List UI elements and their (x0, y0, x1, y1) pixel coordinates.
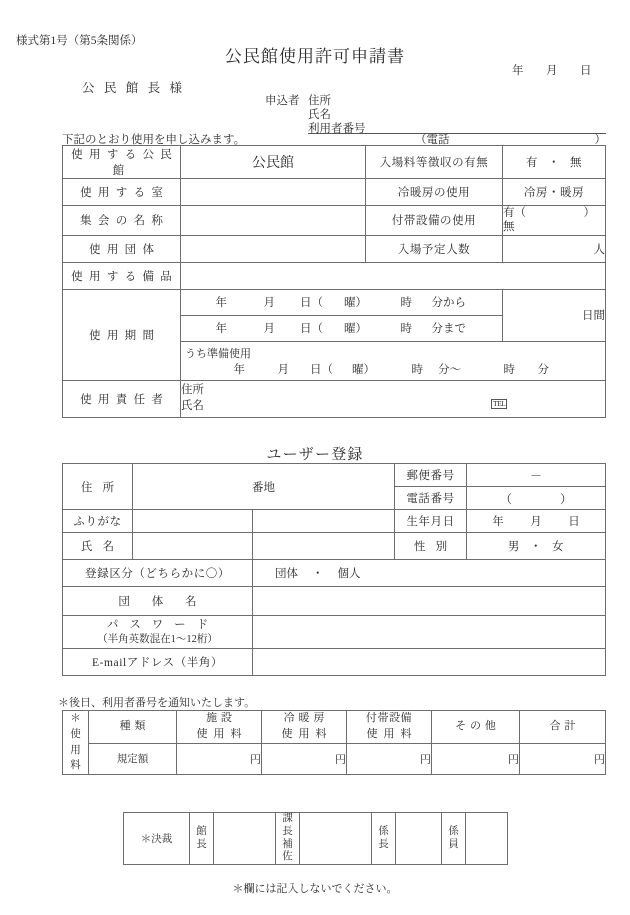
telephone-icon: TEL (493, 398, 506, 408)
responsible-person-value[interactable] (181, 380, 606, 417)
registration-type-separator: ・ (312, 568, 324, 580)
aircon-choice[interactable]: 冷房・暖房 (503, 179, 606, 206)
fee-header-total (520, 711, 606, 744)
prep-year: 年 (233, 363, 245, 376)
password-label-text: パスワード (106, 618, 220, 631)
fee-header-equip-l2: 使用料 (366, 727, 418, 740)
reg-registration-type-choice[interactable] (253, 560, 606, 587)
approval-role-kachohosa-c1: 長 (282, 825, 293, 837)
fee-header-facility-l1: 施設 (206, 712, 236, 725)
fee-aircon-amount[interactable]: 円 (262, 743, 347, 774)
approval-note: ＊欄には記入しないでください。 (232, 883, 398, 895)
fee-vlabel-2: 用 (70, 744, 81, 756)
fee-vlabel-1: 使 (70, 728, 81, 740)
table-row (63, 146, 606, 179)
approval-role-kakariin-c1: 員 (448, 838, 459, 850)
row-label-responsible-person: 使用責任者 (63, 380, 181, 417)
prep-month: 月 (277, 363, 289, 376)
approval-role-kancho-c0: 館 (196, 825, 207, 837)
admission-no[interactable]: 無 (570, 157, 583, 169)
choice-separator: ・ (547, 157, 561, 169)
date-year-label: 年 (512, 65, 524, 77)
approval-stamp-kakaricho[interactable] (396, 813, 442, 865)
fee-header-attached-equipment (347, 711, 432, 744)
period-from[interactable] (181, 289, 503, 315)
birth-year: 年 (492, 516, 504, 528)
table-row (63, 649, 606, 676)
reg-name-value-1[interactable] (133, 533, 253, 560)
gender-female[interactable]: 女 (552, 541, 565, 553)
reg-label-phone: 電話番号 (395, 487, 467, 510)
fee-header-aircon-l1: 冷暖房 (283, 712, 329, 725)
reg-name-value-2[interactable] (253, 533, 395, 560)
approval-role-kakaricho-c0: 係 (378, 825, 389, 837)
period-to-month: 月 (263, 323, 275, 336)
row-label-aircon: 冷暖房の使用 (366, 179, 503, 206)
prep-day: 日（ (310, 363, 333, 376)
period-from-month: 月 (263, 297, 275, 310)
approval-role-kancho (190, 813, 214, 865)
approval-role-kancho-c1: 長 (196, 838, 207, 850)
application-table (62, 145, 606, 418)
password-label-note: （半角英数混在1～12桁） (97, 633, 218, 645)
period-to-hour: 時 (400, 323, 412, 336)
row-label-admission-fee: 入場料等徴収の有無 (366, 146, 503, 179)
fee-header-aircon (262, 711, 347, 744)
fee-total-amount[interactable]: 円 (520, 743, 606, 774)
applicant-address-label: 住所 (308, 95, 331, 107)
period-to-day: 日（ (300, 323, 323, 336)
reg-label-gender: 性別 (395, 533, 467, 560)
approval-role-kakariin (442, 813, 466, 865)
birth-month: 月 (530, 516, 542, 528)
fee-other-amount[interactable]: 円 (432, 743, 520, 774)
fee-equipment-amount[interactable]: 円 (347, 743, 432, 774)
fee-table (62, 710, 606, 775)
table-row (63, 587, 606, 616)
applicant-user-number-label: 利用者番号 (308, 123, 366, 135)
fee-header-facility-l2: 使用料 (196, 727, 248, 740)
telephone-paren-close: ） (594, 134, 606, 146)
attached-equipment-no[interactable]: 無 (503, 221, 515, 234)
row-label-equipment: 使用する備品 (63, 262, 181, 289)
period-from-weekday: 曜） (344, 297, 367, 310)
reg-label-birthdate: 生年月日 (395, 510, 467, 533)
reg-postal-code-value[interactable]: － (467, 464, 606, 487)
attached-equipment-yes[interactable]: 有（ ） (503, 207, 595, 219)
admission-yes[interactable]: 有 (525, 157, 538, 169)
attached-equipment-choice[interactable] (503, 206, 606, 236)
approval-role-kakaricho (372, 813, 396, 865)
reg-label-name: 氏名 (63, 533, 133, 560)
fee-header-total-text: 合計 (549, 720, 580, 732)
row-label-meeting-name: 集会の名称 (63, 206, 181, 236)
reg-group-name-value[interactable] (253, 587, 606, 616)
fee-header-kind-text: 種類 (119, 720, 150, 732)
fee-vlabel-3: 料 (70, 760, 81, 772)
reg-phone-value[interactable]: （ ） (467, 487, 606, 510)
approval-stamp-kachohosa[interactable] (300, 813, 372, 865)
addressee-label: 公民館長様 (82, 81, 192, 95)
registration-title: ユーザー登録 (266, 447, 364, 463)
prep-hour2: 時 (503, 363, 515, 376)
table-row (63, 510, 606, 533)
prep-weekday: 曜） (352, 363, 375, 376)
table-row (124, 813, 508, 865)
table-row (63, 262, 606, 289)
approval-role-kachohosa (276, 813, 300, 865)
reg-label-address: 住所 (63, 464, 133, 510)
fee-header-facility (177, 711, 262, 744)
birth-day: 日 (568, 516, 580, 528)
approval-role-kakaricho-c1: 長 (378, 838, 389, 850)
approval-role-kachohosa-c0: 課 (282, 813, 293, 824)
period-days-count[interactable]: 日間 (503, 289, 606, 341)
reg-label-password (63, 616, 253, 649)
reg-password-value[interactable] (253, 616, 606, 649)
date-month-label: 月 (546, 65, 558, 77)
row-label-hall: 使用する公民館 (63, 146, 181, 179)
period-to-year: 年 (215, 323, 227, 336)
date-line (0, 62, 614, 78)
fee-vertical-label (63, 711, 89, 775)
approval-role-kachohosa-c2: 補 (282, 838, 293, 850)
approval-role-kachohosa-c3: 佐 (282, 851, 293, 863)
reg-furigana-value-1[interactable] (133, 510, 253, 533)
prep-hour1: 時 (411, 363, 423, 376)
applicant-label: 申込者 (265, 95, 300, 107)
table-row (63, 616, 606, 649)
meeting-name-value[interactable] (181, 206, 366, 236)
preparation-label: うち準備使用 (185, 347, 251, 360)
fee-header-aircon-l2: 使用料 (281, 727, 333, 740)
row-label-room: 使用する室 (63, 179, 181, 206)
approval-stamp-kakariin[interactable] (466, 813, 508, 865)
fee-row-label: 規定額 (89, 743, 177, 774)
reg-label-registration-type: 登録区分（どちらかに〇） (63, 560, 253, 587)
table-row (63, 179, 606, 206)
approval-label: ＊決裁 (124, 813, 190, 865)
row-label-attached-equipment: 付帯設備の使用 (366, 206, 503, 236)
period-from-year: 年 (215, 297, 227, 310)
table-row (63, 743, 606, 774)
table-row (63, 380, 606, 417)
fee-header-other-text: その他 (455, 720, 500, 732)
form-code: 様式第1号（第5条関係） (16, 35, 143, 47)
hall-name-value[interactable]: 公民館 (181, 146, 366, 179)
table-row (63, 289, 606, 315)
period-to-minute: 分まで (431, 323, 466, 336)
reg-label-email: E-mailアドレス（半角） (63, 649, 253, 676)
responsible-address-label: 住所 (181, 384, 204, 397)
prep-min1: 分～ (438, 363, 461, 376)
period-from-hour: 時 (400, 297, 412, 310)
reg-address-value[interactable]: 番地 (133, 464, 395, 510)
registration-table (62, 463, 606, 676)
table-row (63, 206, 606, 236)
table-row (63, 560, 606, 587)
intro-text: 下記のとおり使用を申し込みます。 (62, 134, 246, 146)
fee-header-equip-l1: 付帯設備 (365, 712, 413, 725)
reg-label-furigana: ふりがな (63, 510, 133, 533)
fee-facility-amount[interactable]: 円 (177, 743, 262, 774)
approval-stamp-kancho[interactable] (214, 813, 276, 865)
row-label-period: 使用期間 (63, 289, 181, 380)
table-row (63, 711, 606, 744)
applicant-name-label: 氏名 (308, 109, 331, 121)
row-label-using-group: 使用団体 (63, 235, 181, 262)
period-from-minute: 分から (431, 297, 466, 310)
period-to-weekday: 曜） (344, 323, 367, 336)
gender-separator: ・ (529, 541, 543, 553)
gender-male[interactable]: 男 (507, 541, 520, 553)
approval-table (123, 812, 508, 865)
fee-header-kind (89, 711, 177, 744)
period-to[interactable] (181, 315, 503, 341)
reg-label-postal-code: 郵便番号 (395, 464, 467, 487)
fee-header-other (432, 711, 520, 744)
expected-attendance-value[interactable]: 人 (503, 235, 606, 262)
prep-min2: 分 (537, 363, 549, 376)
responsible-name-label: 氏名 (181, 399, 204, 412)
telephone-label: （電話 (415, 134, 450, 146)
using-group-value[interactable] (181, 235, 366, 262)
reg-email-value[interactable] (253, 649, 606, 676)
date-day-label: 日 (580, 65, 592, 77)
registration-type-group[interactable]: 団体 (275, 568, 298, 580)
reg-label-group-name: 団体名 (63, 587, 253, 616)
page-title: 公民館使用許可申請書 (224, 47, 406, 66)
table-row (63, 533, 606, 560)
period-from-day: 日（ (300, 297, 323, 310)
table-row (63, 235, 606, 262)
approval-role-kakariin-c0: 係 (448, 825, 459, 837)
reg-gender-choice[interactable] (467, 533, 606, 560)
reg-birthdate-value[interactable] (467, 510, 606, 533)
fee-vlabel-0: ＊ (70, 713, 81, 724)
registration-type-individual[interactable]: 個人 (337, 568, 361, 580)
row-label-expected-attendance: 入場予定人数 (366, 235, 503, 262)
room-value[interactable] (181, 179, 366, 206)
preparation-period[interactable] (181, 341, 606, 380)
reg-furigana-value-2[interactable] (253, 510, 395, 533)
admission-fee-choice[interactable] (503, 146, 606, 179)
equipment-value[interactable] (181, 262, 606, 289)
registration-note: ＊後日、利用者番号を通知いたします。 (58, 697, 256, 709)
table-row (63, 464, 606, 487)
